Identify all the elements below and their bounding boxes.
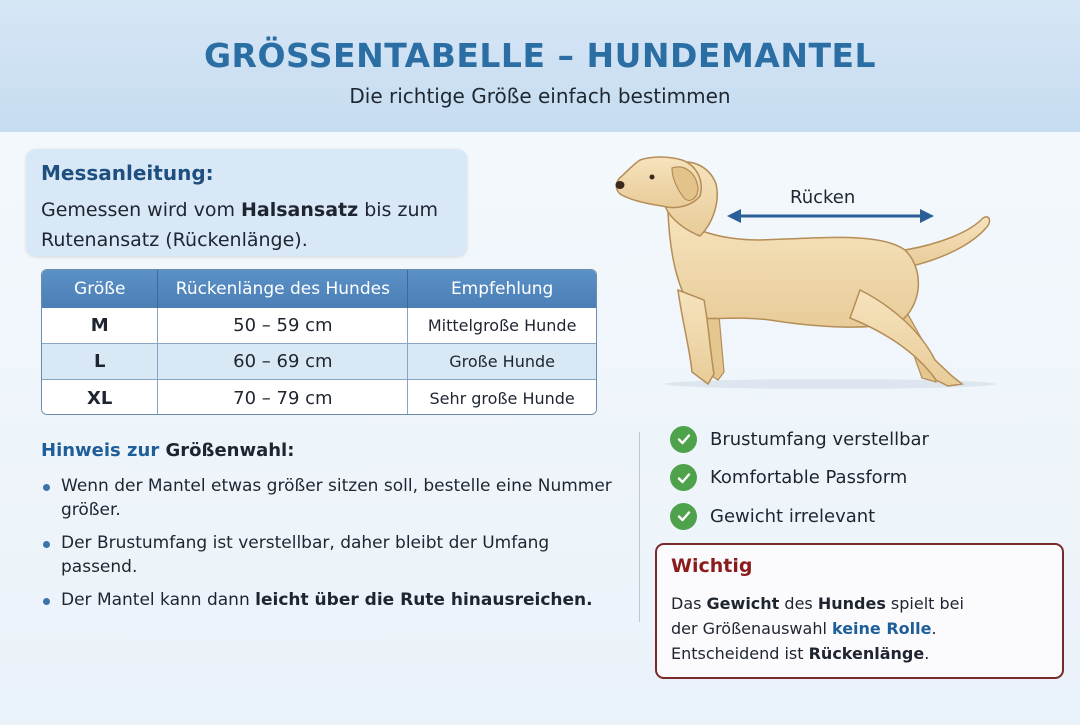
page-subtitle: Die richtige Größe einfach bestimmen [349, 84, 731, 108]
measure-instructions [26, 149, 467, 256]
table-row [42, 380, 596, 415]
important-text-part: Das [671, 594, 707, 613]
hint-title-a: Hinweis zur [41, 440, 166, 461]
table-header-recommendation: Empfehlung [450, 279, 554, 299]
dog-tail [905, 217, 990, 266]
dog-eye [650, 175, 655, 180]
page-title: GRÖSSENTABELLE – HUNDEMANTEL [203, 36, 877, 75]
important-text-part: des [779, 594, 818, 613]
important-line-2 [671, 616, 1048, 641]
important-line-3 [671, 641, 1048, 666]
check-icon [670, 503, 697, 530]
feature-list [670, 420, 929, 536]
important-text-part: Hundes [817, 594, 886, 613]
hint-item3-bold: leicht über die Rute hinausreichen. [255, 590, 593, 610]
important-text-part: Gewicht [706, 594, 780, 613]
arrow-head-right-icon [920, 209, 934, 223]
feature-label: Gewicht irrelevant [710, 505, 876, 527]
important-text-part: spielt bei [885, 594, 964, 613]
arrow-head-left-icon [727, 209, 741, 223]
table-cell-recommendation: Große Hunde [449, 352, 555, 371]
table-cell-size: L [42, 344, 158, 379]
measure-text-a: Gemessen wird vom [41, 199, 241, 221]
table-cell-recommendation: Sehr große Hunde [429, 388, 575, 408]
hint-list [41, 474, 621, 621]
measure-text-bold: Halsansatz [241, 199, 359, 221]
table-cell-length: 50 – 59 cm [158, 308, 408, 343]
table-cell-recommendation: Mittelgroße Hunde [427, 316, 577, 335]
hint-title-b: Größenwahl: [165, 440, 295, 461]
feature-item [670, 497, 929, 536]
important-text-part: der Größenauswahl [671, 619, 832, 638]
hint-item3-a: Der Mantel kann dann [61, 590, 256, 610]
table-cell-size: M [42, 308, 158, 343]
hint-title [41, 440, 294, 461]
page-header [0, 0, 1080, 132]
important-text-part: keine Rolle [831, 619, 932, 638]
important-text-part: . [931, 619, 937, 638]
check-icon [670, 464, 697, 491]
size-table [41, 269, 597, 415]
dog-nose [616, 181, 625, 189]
table-cell-size: XL [42, 380, 158, 415]
table-header-length: Rückenlänge des Hundes [158, 270, 408, 308]
list-item: Der Brustumfang ist verstellbar, daher bleibt der Umfang passend. [41, 531, 621, 579]
important-line-1 [671, 591, 1048, 616]
feature-label: Brustumfang verstellbar [710, 428, 929, 450]
measure-title: Messanleitung: [41, 161, 214, 185]
important-text-part: Entscheidend ist [671, 644, 809, 663]
important-title: Wichtig [671, 555, 753, 577]
important-text-part: . [924, 644, 930, 663]
back-length-label: Rücken [790, 187, 856, 208]
table-row [42, 344, 596, 380]
feature-label: Komfortable Passform [710, 467, 908, 489]
vertical-divider [639, 432, 640, 622]
table-header-size: Größe [42, 270, 158, 308]
table-header-row [42, 270, 596, 308]
measure-text [41, 195, 452, 255]
feature-item [670, 459, 929, 498]
important-box [655, 543, 1064, 679]
measure-text-b: bis zum Rutenansatz (Rückenlänge). [41, 199, 439, 251]
important-text [671, 591, 1048, 666]
list-item [41, 588, 621, 612]
check-icon [670, 426, 697, 453]
list-item: Wenn der Mantel etwas größer sitzen soll, bestelle eine Nummer größer. [41, 474, 621, 522]
table-cell-length: 60 – 69 cm [158, 344, 408, 379]
feature-item [670, 420, 929, 459]
table-row [42, 308, 596, 344]
table-cell-length: 70 – 79 cm [158, 380, 408, 415]
important-text-part: Rückenlänge [808, 644, 925, 663]
